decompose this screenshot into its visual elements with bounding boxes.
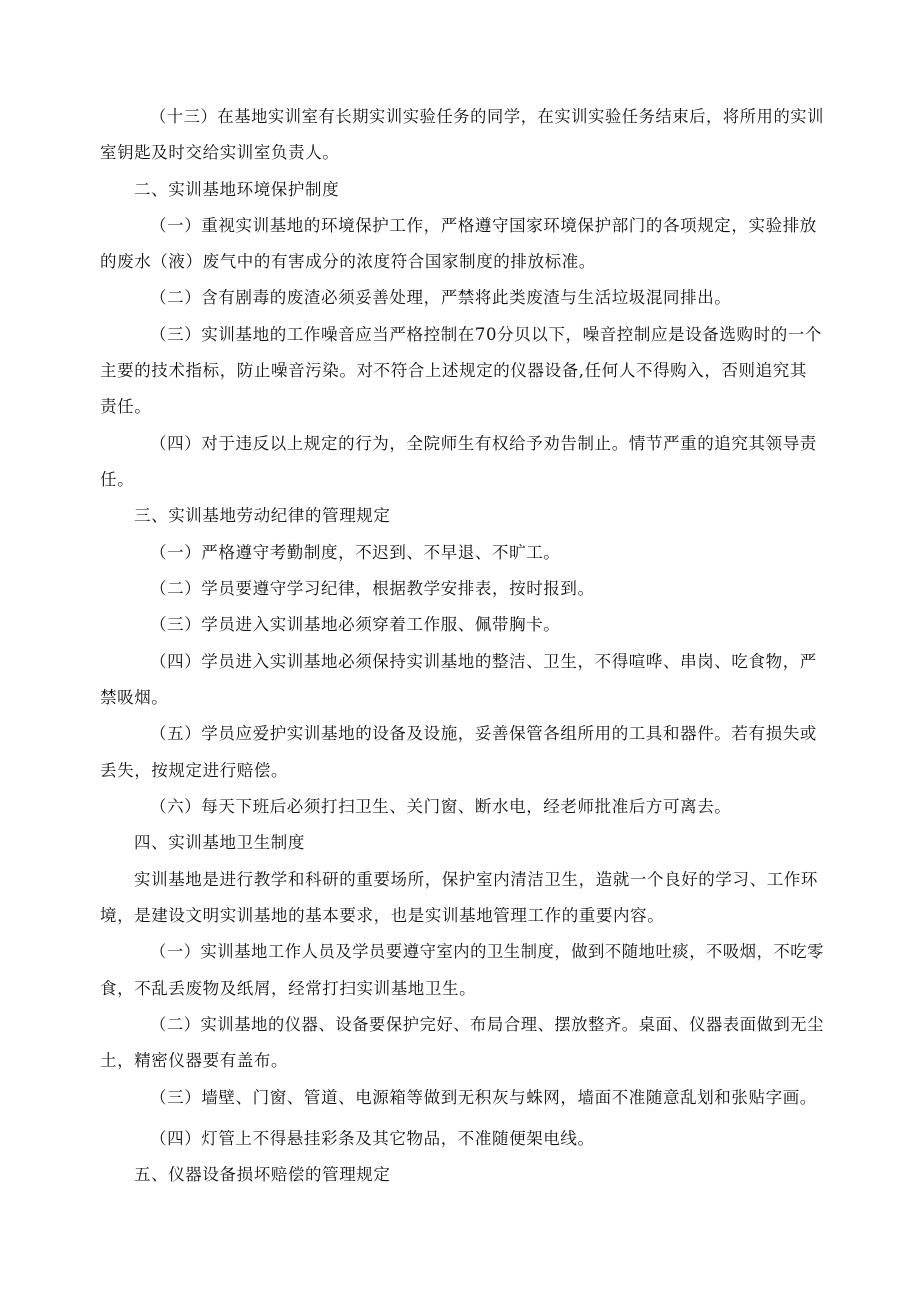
paragraph-line: （四）学员进入实训基地必须保持实训基地的整洁、卫生，不得喧哗、串岗、吃食物，严: [150, 652, 817, 671]
paragraph-line: （一）重视实训基地的环境保护工作，严格遵守国家环境保护部门的各项规定，实验排放: [150, 216, 817, 235]
paragraph-line: （二）含有剧毒的废渣必须妥善处理，严禁将此类废渣与生活垃圾混同排出。: [150, 288, 732, 307]
paragraph-line: 丢失，按规定进行赔偿。: [100, 761, 289, 780]
paragraph-line: （二）学员要遵守学习纪律，根据教学安排表，按时报到。: [150, 579, 595, 598]
paragraph-line: 土，精密仪器要有盖布。: [100, 1051, 289, 1070]
paragraph-line: （三）学员进入实训基地必须穿着工作服、佩带胸卡。: [150, 615, 561, 634]
paragraph-line: 实训基地是进行教学和科研的重要场所，保护室内清洁卫生，造就一个良好的学习、工作环: [134, 870, 818, 889]
section-heading: 五、仪器设备损坏赔偿的管理规定: [134, 1165, 391, 1184]
paragraph-line: 主要的技术指标，防止噪音污染。对不符合上述规定的仪器设备,任何人不得购入，否则追究其: [100, 361, 807, 380]
paragraph-line: （六）每天下班后必须打扫卫生、关门窗、断水电，经老师批准后方可离去。: [150, 797, 732, 816]
section-heading: 四、实训基地卫生制度: [134, 833, 305, 852]
section-heading: 二、实训基地环境保护制度: [134, 180, 340, 199]
paragraph-line: 责任。: [100, 397, 152, 416]
paragraph-line: （一）实训基地工作人员及学员要遵守室内的卫生制度，做到不随地吐痰，不吸烟，不吃零: [150, 942, 824, 961]
paragraph-line: 任。: [100, 470, 135, 489]
paragraph-line: 禁吸烟。: [100, 688, 169, 707]
paragraph-line: （一）严格遵守考勤制度，不迟到、不早退、不旷工。: [150, 543, 561, 562]
paragraph-line: （四）灯管上不得悬挂彩条及其它物品，不准随便架电线。: [150, 1129, 595, 1148]
paragraph-line: （十三）在基地实训室有长期实训实验任务的同学，在实训实验任务结束后，将所用的实训: [150, 107, 824, 126]
paragraph-line: 境，是建设文明实训基地的基本要求，也是实训基地管理工作的重要内容。: [100, 906, 665, 925]
paragraph-line: （五）学员应爱护实训基地的设备及设施，妥善保管各组所用的工具和器件。若有损失或: [150, 724, 817, 743]
paragraph-line: （三）实训基地的工作噪音应当严格控制在70分贝以下，噪音控制应是设备选购时的一个: [150, 325, 822, 344]
section-heading: 三、实训基地劳动纪律的管理规定: [134, 506, 391, 525]
paragraph-line: （二）实训基地的仪器、设备要保护完好、布局合理、摆放整齐。桌面、仪器表面做到无尘: [150, 1015, 824, 1034]
paragraph-line: 室钥匙及时交给实训室负责人。: [100, 143, 340, 162]
paragraph-line: 食，不乱丢废物及纸屑，经常打扫实训基地卫生。: [100, 979, 477, 998]
paragraph-line: （四）对于违反以上规定的行为，全院师生有权给予劝告制止。情节严重的追究其领导责: [150, 434, 817, 453]
paragraph-line: 的废水（液）废气中的有害成分的浓度符合国家制度的排放标准。: [100, 252, 596, 271]
paragraph-line: （三）墙壁、门窗、管道、电源箱等做到无积灰与蛛网，墙面不准随意乱划和张贴字画。: [150, 1088, 817, 1107]
